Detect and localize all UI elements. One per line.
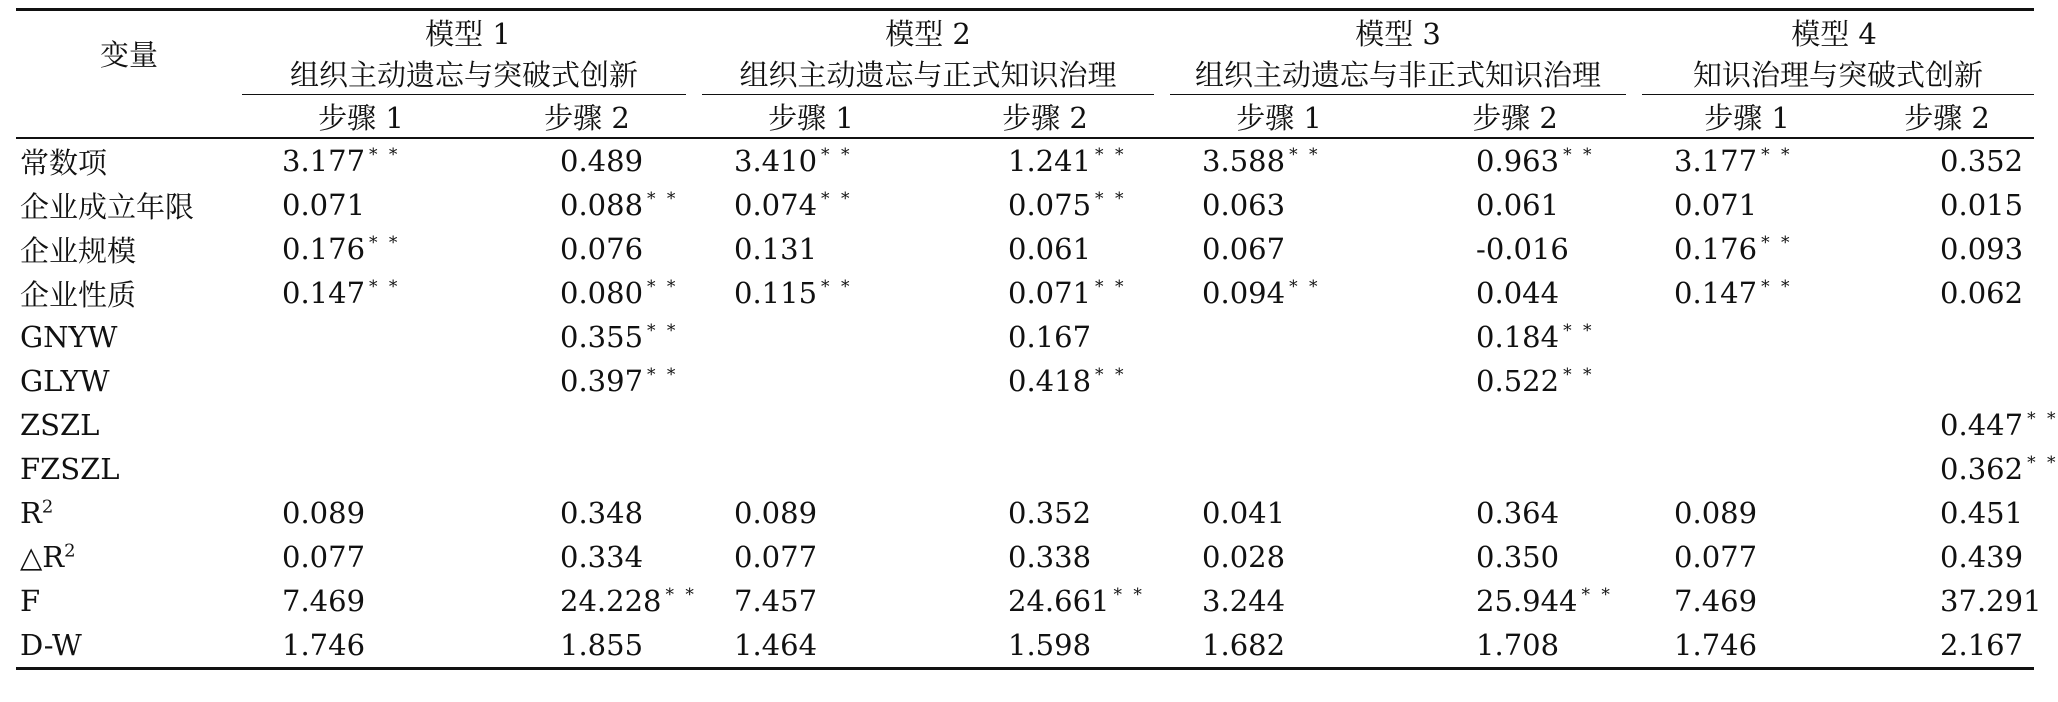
table-row (16, 183, 2034, 227)
significance-mark: * * (647, 277, 679, 298)
significance-mark: * * (665, 585, 697, 606)
cell-value: 3.410 (734, 144, 818, 178)
row-label-text: GNYW (20, 320, 118, 354)
variable-column-header: 变量 (99, 37, 158, 72)
cell-value: 3.588 (1202, 144, 1286, 178)
regression-table (16, 8, 2058, 670)
cell-value: -0.016 (1476, 232, 1569, 266)
significance-mark: * * (647, 189, 679, 210)
significance-mark: * * (1563, 145, 1595, 166)
row-label (16, 403, 242, 447)
table-cell (928, 403, 1162, 447)
table-cell (694, 491, 928, 535)
table-cell (242, 271, 480, 315)
row-label-superscript: 2 (41, 496, 54, 518)
table-cell (928, 359, 1162, 403)
table-cell (1396, 315, 1634, 359)
row-label (16, 447, 242, 491)
row-label (16, 535, 242, 579)
cell-value: 37.291 (1940, 584, 2042, 618)
cell-value: 0.076 (560, 232, 644, 266)
table-cell (1162, 491, 1396, 535)
header-row-models (16, 10, 2034, 54)
table-cell (1162, 403, 1396, 447)
model-1-step-2: 步骤 2 (544, 100, 630, 135)
cell-value: 0.077 (1674, 540, 1758, 574)
cell-value: 0.061 (1476, 188, 1560, 222)
table-cell (1396, 403, 1634, 447)
table-cell (1634, 535, 1860, 579)
row-label (16, 183, 242, 227)
row-label (16, 623, 242, 669)
table-cell (1634, 183, 1860, 227)
table-cell (1396, 579, 1634, 623)
model-1-subtitle-text: 组织主动遗忘与突破式创新 (242, 53, 686, 95)
cell-value: 1.464 (734, 628, 818, 662)
table-cell (694, 271, 928, 315)
table-cell (1396, 535, 1634, 579)
cell-value: 2.167 (1940, 628, 2024, 662)
cell-value: 0.093 (1940, 232, 2024, 266)
model-3-step-2: 步骤 2 (1472, 100, 1558, 135)
table-row (16, 271, 2034, 315)
table-cell (1162, 138, 1396, 183)
cell-value: 0.115 (734, 276, 818, 310)
table-cell (242, 447, 480, 491)
cell-value: 0.061 (1008, 232, 1092, 266)
header-row-subtitles (16, 53, 2034, 95)
table-cell (242, 403, 480, 447)
table-cell (1860, 271, 2034, 315)
model-2-subtitle-text: 组织主动遗忘与正式知识治理 (702, 53, 1154, 95)
significance-mark: * * (369, 277, 401, 298)
cell-value: 1.746 (1674, 628, 1758, 662)
model-1-subtitle (242, 53, 694, 95)
cell-value: 0.522 (1476, 364, 1560, 398)
table-cell (928, 183, 1162, 227)
table-cell (1860, 447, 2058, 491)
cell-value: 0.067 (1202, 232, 1286, 266)
table-cell (928, 315, 1162, 359)
table-cell (694, 315, 928, 359)
table-cell (928, 579, 1162, 623)
table-cell (694, 535, 928, 579)
cell-value: 0.147 (282, 276, 366, 310)
cell-value: 0.350 (1476, 540, 1560, 574)
cell-value: 0.028 (1202, 540, 1286, 574)
table-cell (1634, 271, 1860, 315)
table-row (16, 359, 2034, 403)
table-cell (480, 359, 694, 403)
table-cell (480, 403, 694, 447)
cell-value: 0.362 (1940, 452, 2024, 486)
significance-mark: * * (1095, 277, 1127, 298)
cell-value: 7.469 (282, 584, 366, 618)
significance-mark: * * (1761, 145, 1793, 166)
cell-value: 0.075 (1008, 188, 1092, 222)
table-cell (694, 623, 928, 669)
cell-value: 0.418 (1008, 364, 1092, 398)
table-body (16, 138, 2058, 669)
table-cell (1860, 359, 2034, 403)
model-4-subtitle (1634, 53, 2034, 95)
table-cell (480, 183, 694, 227)
significance-mark: * * (1563, 321, 1595, 342)
table-cell (242, 227, 480, 271)
cell-value: 0.089 (282, 496, 366, 530)
cell-value: 0.071 (1008, 276, 1092, 310)
table-cell (1634, 359, 1860, 403)
row-label-text: FZSZL (20, 452, 120, 486)
cell-value: 0.397 (560, 364, 644, 398)
cell-value: 1.598 (1008, 628, 1092, 662)
table-cell (1162, 227, 1396, 271)
significance-mark: * * (1113, 585, 1145, 606)
row-label (16, 491, 242, 535)
cell-value: 0.184 (1476, 320, 1560, 354)
cell-value: 0.147 (1674, 276, 1758, 310)
table-row (16, 403, 2034, 447)
significance-mark: * * (369, 233, 401, 254)
cell-value: 0.489 (560, 144, 644, 178)
significance-mark: * * (1761, 233, 1793, 254)
table-cell (1860, 315, 2034, 359)
cell-value: 0.451 (1940, 496, 2024, 530)
table-cell (480, 447, 694, 491)
cell-value: 25.944 (1476, 584, 1578, 618)
table-row (16, 623, 2034, 669)
table-row (16, 535, 2034, 579)
table-cell (928, 447, 1162, 491)
row-label-text: △R (20, 540, 65, 574)
cell-value: 0.364 (1476, 496, 1560, 530)
cell-value: 0.352 (1940, 144, 2024, 178)
row-label (16, 315, 242, 359)
table-row (16, 227, 2034, 271)
table-cell (928, 491, 1162, 535)
row-label-text: F (20, 584, 41, 618)
table-cell (1860, 579, 2042, 623)
table-cell (1634, 315, 1860, 359)
table-cell (242, 535, 480, 579)
table-cell (1396, 359, 1634, 403)
cell-value: 0.348 (560, 496, 644, 530)
table-cell (1860, 138, 2034, 183)
table-cell (1634, 491, 1860, 535)
cell-value: 0.167 (1008, 320, 1092, 354)
table-cell (928, 535, 1162, 579)
cell-value: 0.062 (1940, 276, 2024, 310)
cell-value: 0.131 (734, 232, 818, 266)
table-header (16, 10, 2034, 139)
table-cell (1162, 359, 1396, 403)
model-2-subtitle (694, 53, 1162, 95)
model-4-name: 模型 4 (1791, 16, 1877, 51)
table-cell (1634, 623, 1860, 669)
table-cell (1162, 315, 1396, 359)
cell-value: 0.077 (282, 540, 366, 574)
significance-mark: * * (1581, 585, 1613, 606)
table-cell (928, 138, 1162, 183)
table-cell (480, 138, 694, 183)
cell-value: 0.089 (734, 496, 818, 530)
cell-value: 0.094 (1202, 276, 1286, 310)
cell-value: 0.071 (1674, 188, 1758, 222)
table-cell (480, 271, 694, 315)
cell-value: 0.089 (1674, 496, 1758, 530)
cell-value: 0.176 (1674, 232, 1758, 266)
cell-value: 1.241 (1008, 144, 1092, 178)
cell-value: 0.176 (282, 232, 366, 266)
cell-value: 0.447 (1940, 408, 2024, 442)
significance-mark: * * (821, 277, 853, 298)
row-label-superscript: 2 (64, 540, 76, 562)
row-label (16, 579, 242, 623)
row-label-text: R (20, 496, 42, 530)
significance-mark: * * (1761, 277, 1793, 298)
table-cell (242, 138, 480, 183)
cell-value: 3.177 (282, 144, 366, 178)
table-row (16, 138, 2034, 183)
table-row (16, 447, 2034, 491)
regression-table-container (16, 8, 2058, 670)
cell-value: 3.244 (1202, 584, 1286, 618)
table-cell (694, 359, 928, 403)
table-row (16, 315, 2034, 359)
table-cell (242, 183, 480, 227)
table-cell (928, 623, 1162, 669)
table-cell (1396, 447, 1634, 491)
row-label (16, 271, 242, 315)
table-cell (480, 623, 694, 669)
model-3-subtitle (1162, 53, 1634, 95)
table-cell (1860, 227, 2034, 271)
model-2-name: 模型 2 (885, 16, 971, 51)
table-cell (1860, 403, 2058, 447)
cell-value: 0.338 (1008, 540, 1092, 574)
model-4-step-2: 步骤 2 (1904, 100, 1990, 135)
significance-mark: * * (1095, 145, 1127, 166)
cell-value: 0.088 (560, 188, 644, 222)
row-label-text: GLYW (20, 364, 110, 398)
cell-value: 1.746 (282, 628, 366, 662)
table-cell (694, 403, 928, 447)
cell-value: 0.334 (560, 540, 644, 574)
table-cell (1860, 535, 2034, 579)
row-label-text: 企业性质 (20, 277, 137, 312)
cell-value: 0.041 (1202, 496, 1286, 530)
significance-mark: * * (1289, 145, 1321, 166)
table-cell (1162, 183, 1396, 227)
significance-mark: * * (1289, 277, 1321, 298)
table-cell (1634, 138, 1860, 183)
cell-value: 24.228 (560, 584, 662, 618)
row-label (16, 359, 242, 403)
cell-value: 0.080 (560, 276, 644, 310)
table-cell (1634, 579, 1860, 623)
cell-value: 0.015 (1940, 188, 2024, 222)
model-2-step-2: 步骤 2 (1002, 100, 1088, 135)
cell-value: 0.355 (560, 320, 644, 354)
cell-value: 7.469 (1674, 584, 1758, 618)
table-cell (1162, 579, 1396, 623)
table-cell (1162, 447, 1396, 491)
row-label-text: D-W (20, 628, 82, 662)
row-label-text: 常数项 (20, 145, 108, 180)
model-1-step-1: 步骤 1 (318, 100, 404, 135)
row-label-text: 企业规模 (20, 233, 137, 268)
cell-value: 0.071 (282, 188, 366, 222)
model-3-subtitle-text: 组织主动遗忘与非正式知识治理 (1170, 53, 1626, 95)
cell-value: 3.177 (1674, 144, 1758, 178)
table-cell (928, 227, 1162, 271)
cell-value: 1.708 (1476, 628, 1560, 662)
header-row-steps (16, 95, 2034, 138)
table-cell (1162, 271, 1396, 315)
table-cell (1860, 491, 2034, 535)
significance-mark: * * (821, 145, 853, 166)
table-cell (1860, 623, 2034, 669)
row-label-text: 企业成立年限 (20, 189, 195, 224)
cell-value: 7.457 (734, 584, 818, 618)
row-label (16, 138, 242, 183)
significance-mark: * * (647, 365, 679, 386)
header-empty-cell (16, 95, 242, 138)
cell-value: 1.855 (560, 628, 644, 662)
table-cell (480, 315, 694, 359)
table-cell (480, 491, 694, 535)
table-cell (242, 359, 480, 403)
cell-value: 0.439 (1940, 540, 2024, 574)
model-3-name: 模型 3 (1355, 16, 1441, 51)
table-cell (694, 138, 928, 183)
row-label-text: ZSZL (20, 408, 100, 442)
table-cell (694, 579, 928, 623)
significance-mark: * * (2027, 409, 2058, 430)
cell-value: 0.963 (1476, 144, 1560, 178)
table-cell (1396, 227, 1634, 271)
significance-mark: * * (1095, 189, 1127, 210)
table-cell (480, 579, 697, 623)
significance-mark: * * (369, 145, 401, 166)
table-cell (480, 227, 694, 271)
table-cell (694, 227, 928, 271)
significance-mark: * * (1095, 365, 1127, 386)
table-cell (1860, 183, 2034, 227)
significance-mark: * * (2027, 453, 2058, 474)
table-cell (1396, 623, 1634, 669)
row-label (16, 227, 242, 271)
model-3-step-1: 步骤 1 (1236, 100, 1322, 135)
cell-value: 0.074 (734, 188, 818, 222)
model-1-name: 模型 1 (425, 16, 511, 51)
cell-value: 24.661 (1008, 584, 1110, 618)
table-cell (242, 491, 480, 535)
table-row (16, 491, 2034, 535)
cell-value: 0.044 (1476, 276, 1560, 310)
table-cell (1396, 271, 1634, 315)
table-cell (242, 579, 480, 623)
significance-mark: * * (821, 189, 853, 210)
table-cell (1634, 227, 1860, 271)
model-4-subtitle-text: 知识治理与突破式创新 (1642, 53, 2034, 95)
table-cell (242, 623, 480, 669)
cell-value: 0.077 (734, 540, 818, 574)
table-cell (1396, 183, 1634, 227)
model-2-step-1: 步骤 1 (768, 100, 854, 135)
significance-mark: * * (1563, 365, 1595, 386)
cell-value: 0.063 (1202, 188, 1286, 222)
table-cell (1162, 535, 1396, 579)
cell-value: 0.352 (1008, 496, 1092, 530)
table-cell (1396, 491, 1634, 535)
cell-value: 1.682 (1202, 628, 1286, 662)
significance-mark: * * (647, 321, 679, 342)
model-4-step-1: 步骤 1 (1704, 100, 1790, 135)
table-cell (480, 535, 694, 579)
table-cell (928, 271, 1162, 315)
table-cell (1634, 447, 1860, 491)
table-cell (694, 183, 928, 227)
table-cell (242, 315, 480, 359)
table-cell (1396, 138, 1634, 183)
table-row (16, 579, 2034, 623)
table-cell (1162, 623, 1396, 669)
table-cell (694, 447, 928, 491)
table-cell (1634, 403, 1860, 447)
